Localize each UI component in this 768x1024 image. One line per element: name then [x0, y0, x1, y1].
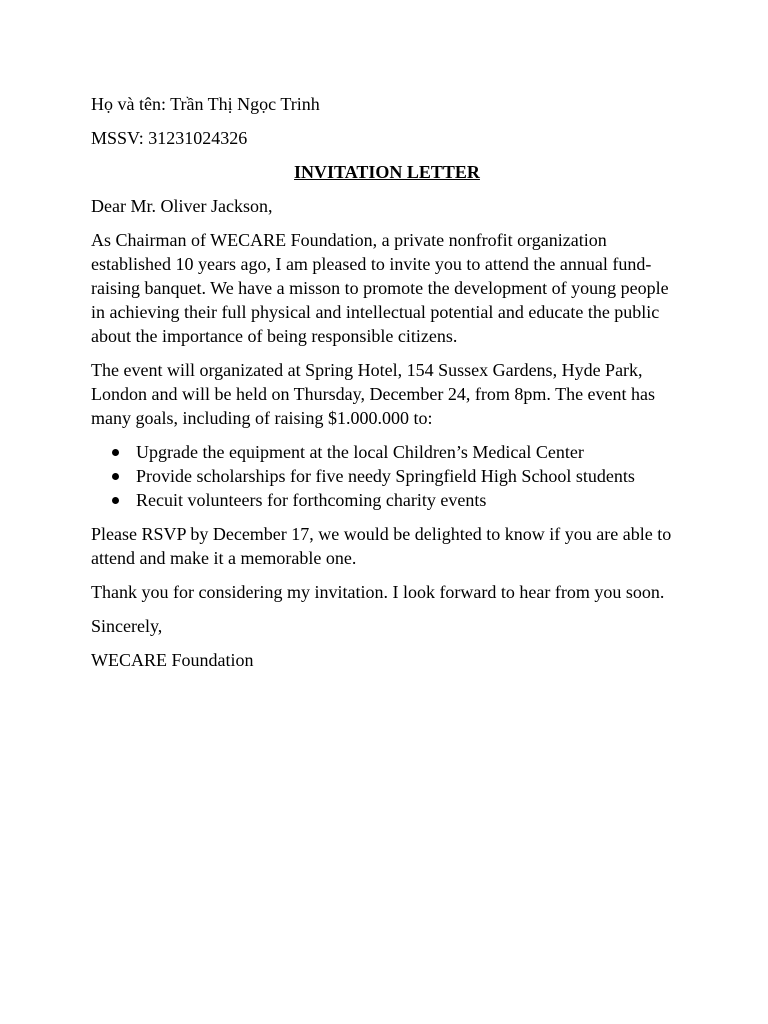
thanks-paragraph: Thank you for considering my invitation. I look forward to hear from you soon.: [91, 582, 665, 602]
list-item: [91, 464, 683, 488]
bullet-icon: [112, 473, 119, 480]
list-item-text: Upgrade the equipment at the local Children’s Medical Center: [136, 442, 584, 462]
student-id-line: MSSV: 31231024326: [91, 128, 248, 148]
bullet-icon: [112, 449, 119, 456]
list-item: [91, 440, 683, 464]
list-item: [91, 488, 683, 512]
rsvp-paragraph: Please RSVP by December 17, we would be delighted to know if you are able to attend and make it a memorable one.: [91, 524, 672, 568]
intro-paragraph: As Chairman of WECARE Foundation, a private nonfrofit organization established 10 years ago, I am pleased to invite you to attend the annual fund-raising banquet. We have a misson to promote the development of young people in achieving their full physical and intellectual potential and educate the public about the importance of being responsible citizens.: [91, 230, 669, 346]
list-item-text: Recuit volunteers for forthcoming charity events: [136, 490, 487, 510]
letter-title: INVITATION LETTER: [294, 162, 480, 182]
goals-list: [91, 440, 683, 512]
salutation: Dear Mr. Oliver Jackson,: [91, 196, 273, 216]
student-name-line: Họ và tên: Trần Thị Ngọc Trinh: [91, 94, 320, 114]
closing: Sincerely,: [91, 616, 163, 636]
signature: WECARE Foundation: [91, 650, 254, 670]
bullet-icon: [112, 497, 119, 504]
event-paragraph: The event will organizated at Spring Hotel, 154 Sussex Gardens, Hyde Park, London and will be held on Thursday, December 24, from 8pm. The event has many goals, including of raising $1.000.000 to:: [91, 360, 656, 428]
list-item-text: Provide scholarships for five needy Springfield High School students: [136, 466, 635, 486]
letter-body: [91, 92, 683, 682]
